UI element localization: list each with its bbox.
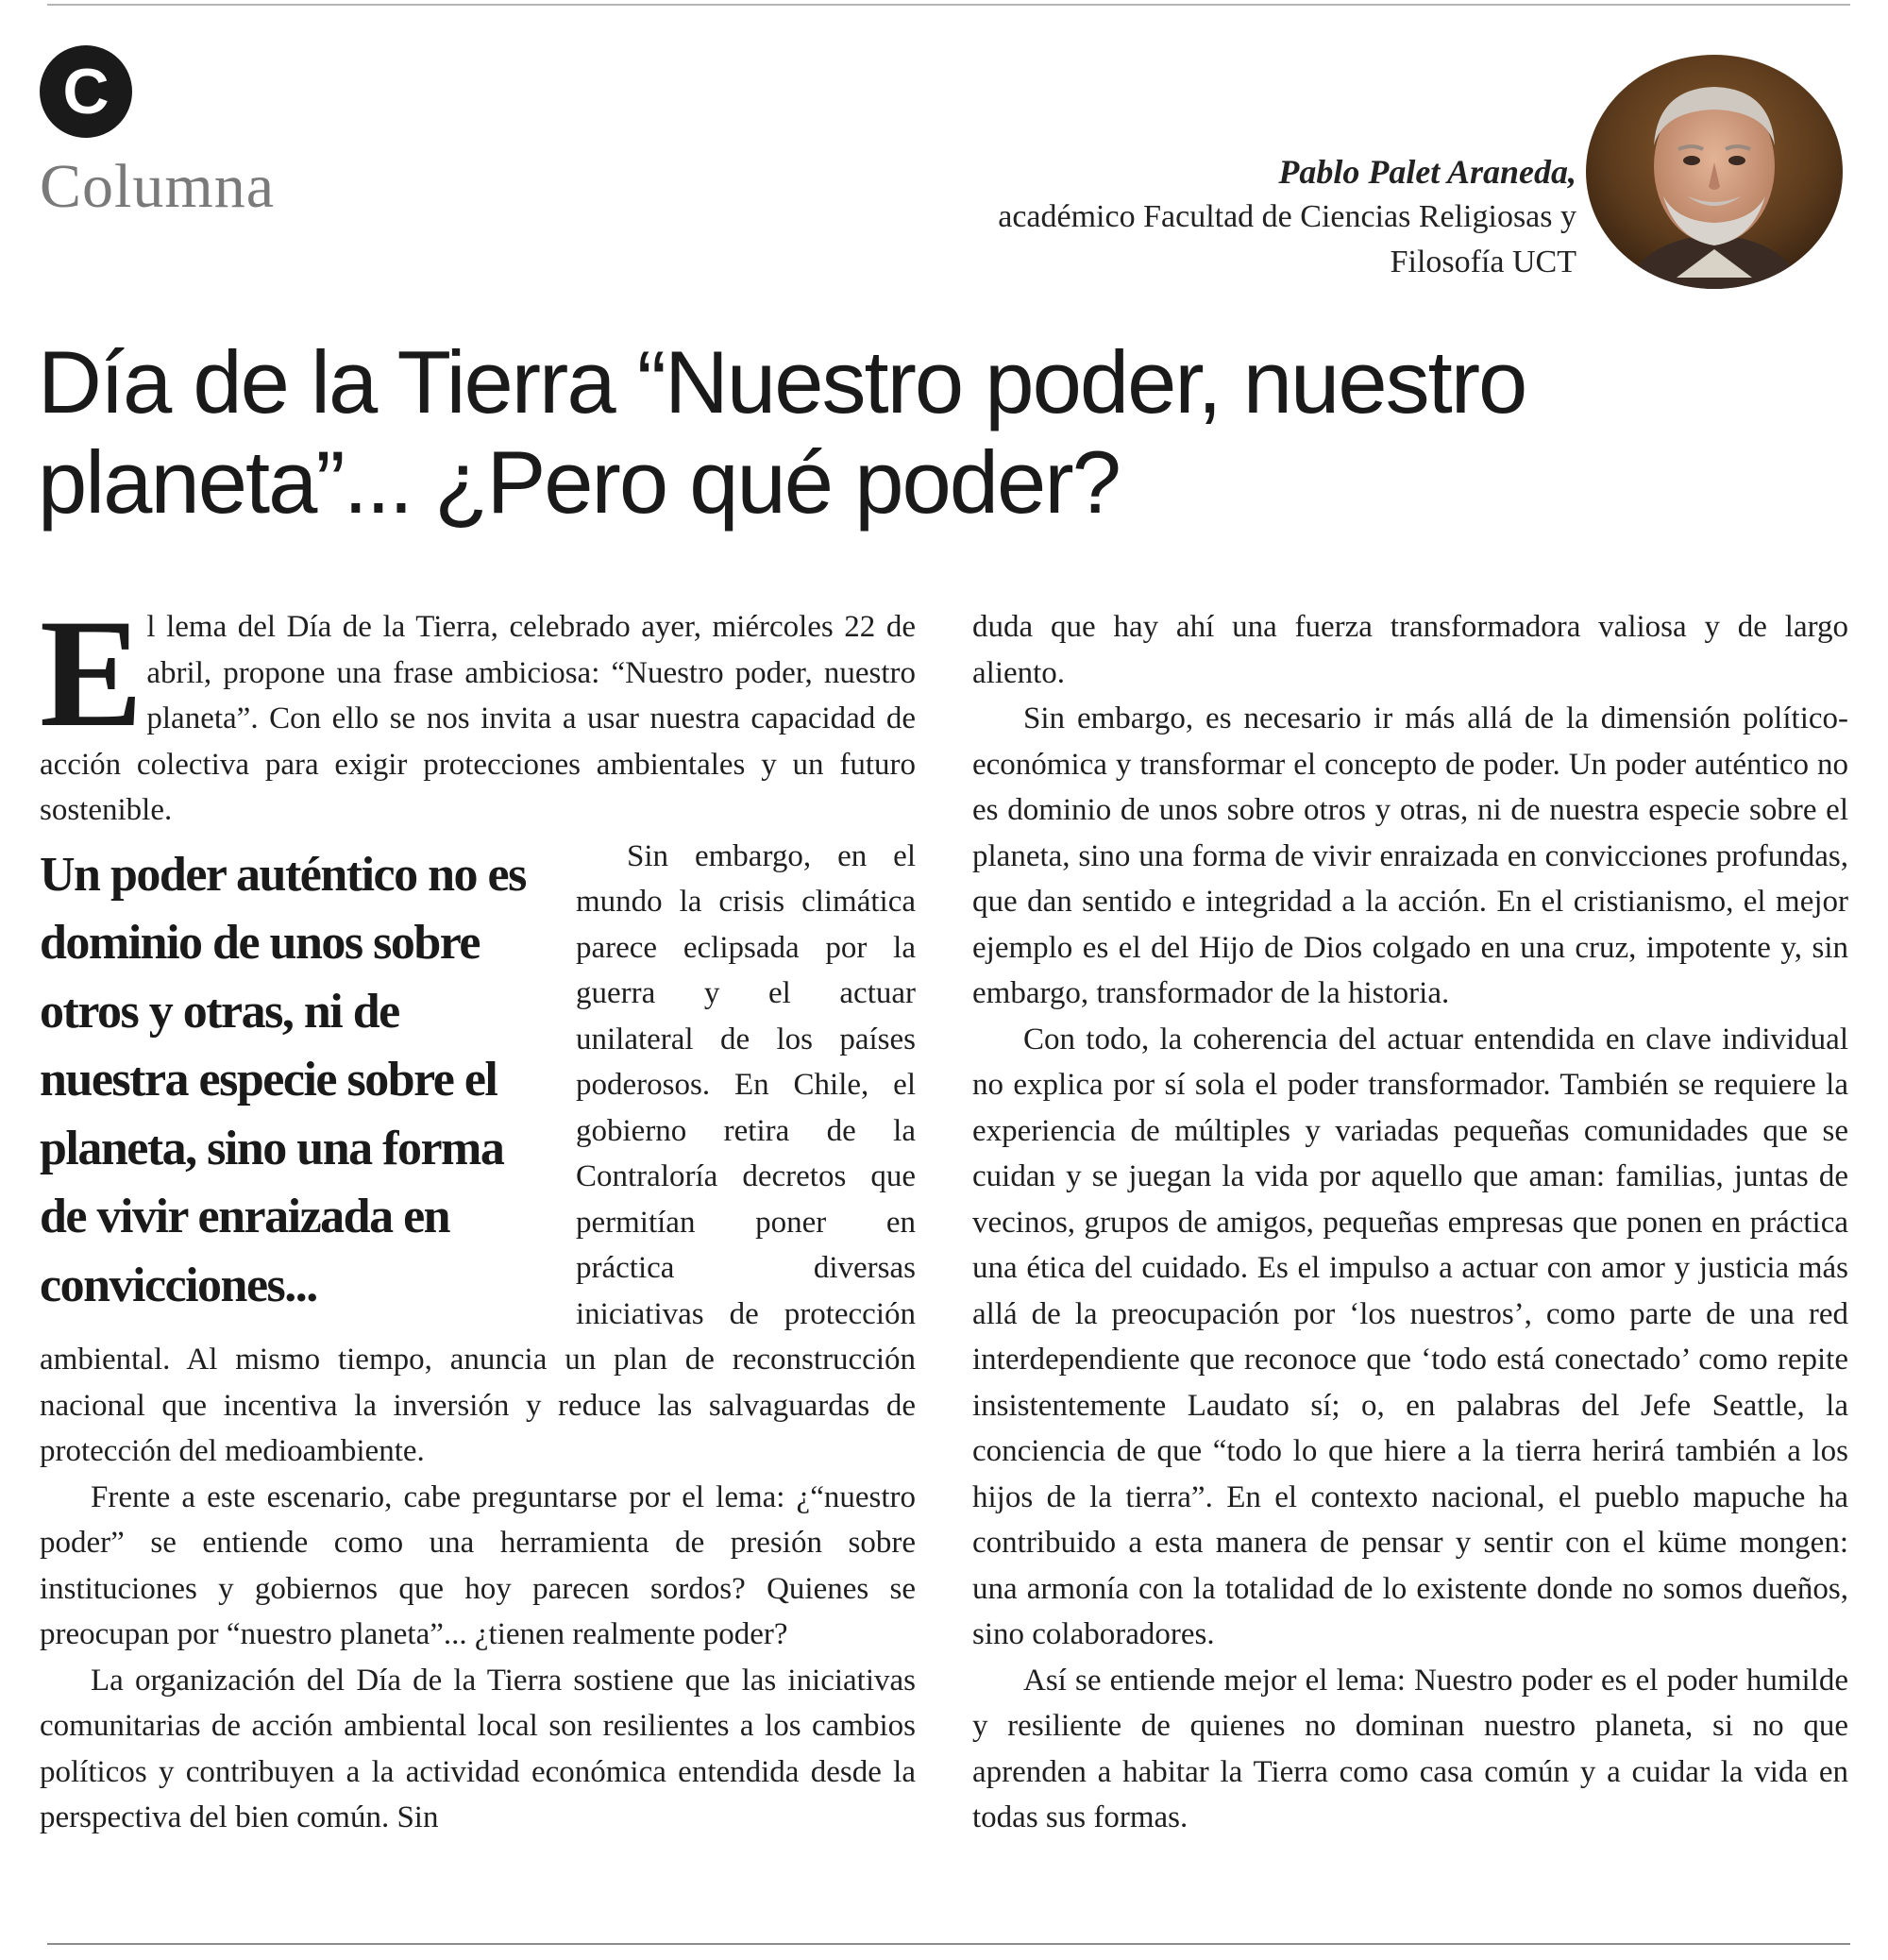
top-rule	[47, 4, 1850, 6]
section-badge: C	[40, 45, 132, 138]
paragraph-6: Sin embargo, es necesario ir más allá de la dimensión político-económica y transformar el concepto de poder. Un poder auténtico no es dominio de unos sobre otros y otras, ni de nuestra especie sobre el planeta, sino una forma de vivir enraizada en convicciones profundas, que dan sentido e integridad a la acción. En el cristianismo, el mejor ejemplo es el del Hijo de Dios colgado en una cruz, impotente y, sin embargo, transformador de la historia.	[972, 701, 1848, 1010]
paragraph-7: Con todo, la coherencia del actuar entendida en clave individual no explica por sí sola el poder transformador. También se requiere la experiencia de múltiples y variadas pequeñas comunidades que se cuidan y se juegan la vida por aquello que aman: familias, juntas de vecinos, grupos de amigos, pequeñas empresas que ponen en práctica una ética del cuidado. Es el impulso a actuar con amor y justicia más allá de la preocupación por ‘los nuestros’, como parte de una red interdependiente que reconoce que ‘todo está conectado’ como repite insistentemente Laudato sí; o, en palabras del Jefe Seattle, la conciencia de que “todo lo que hiere a la tierra herirá también a los hijos de la tierra”. En el contexto nacional, el pueblo mapuche ha contribuido a esta manera de pensar y sentir con el küme mongen: una armonía con la totalidad de lo existente donde no somos dueños, sino colaboradores.	[972, 1022, 1848, 1651]
byline	[998, 149, 1576, 285]
paragraph-2: Sin embargo, en el mundo la crisis climática parece eclipsada por la guerra y el actuar unilateral de los países poderosos. En Chile, el gobierno retira de la Contraloría decretos que permitían poner en práctica diversas iniciativas de protección ambiental. Al mismo tiempo, anuncia un plan de reconstrucción nacional que incentiva la inversión y reduce las salvaguardas de protección del medioambiente.	[40, 838, 916, 1468]
drop-cap: E	[40, 588, 143, 759]
author-name: Pablo Palet Araneda,	[1278, 153, 1576, 191]
article-column-right	[972, 604, 1848, 1841]
paragraph-1	[40, 588, 916, 834]
pull-quote: Un poder auténtico no es dominio de unos sobre otros y otras, ni de nuestra especie sobre el planeta, sino una forma de vivir enraizada en convicciones...	[40, 847, 526, 1312]
author-portrait-image	[1586, 55, 1843, 289]
paragraph-5: duda que hay ahí una fuerza transformadora valiosa y de largo aliento.	[972, 610, 1848, 690]
section-label: Columna	[40, 152, 275, 221]
author-portrait	[1586, 55, 1843, 289]
paragraph-4: La organización del Día de la Tierra sostiene que las iniciativas comunitarias de acción ambiental local son resilientes a los cambios políticos y contribuyen a la actividad económica entendida desde la perspectiva del bien común. Sin	[40, 1663, 916, 1834]
article-column-left	[40, 588, 916, 1841]
author-role-line-2: Filosofía UCT	[1390, 245, 1576, 279]
bottom-rule	[47, 1943, 1850, 1945]
paragraph-1-text: l lema del Día de la Tierra, celebrado ayer, miércoles 22 de abril, propone una frase ambiciosa: “Nuestro poder, nuestro planeta”. Con ello se nos invita a usar nuestra capacidad de acción colectiva para exigir protecciones ambientales y un futuro sostenible.	[40, 610, 916, 827]
author-role-line-1: académico Facultad de Ciencias Religiosas y	[998, 199, 1576, 234]
paragraph-8: Así se entiende mejor el lema: Nuestro poder es el poder humilde y resiliente de quienes no dominan nuestro planeta, si no que aprenden a habitar la Tierra como casa común y a cuidar la vida en todas sus formas.	[972, 1663, 1848, 1834]
paragraph-3: Frente a este escenario, cabe preguntarse por el lema: ¿“nuestro poder” se entiende como una herramienta de presión sobre instituciones y gobiernos que hoy parecen sordos? Quienes se preocupan por “nuestro planeta”... ¿tienen realmente poder?	[40, 1479, 916, 1651]
headline: Día de la Tierra “Nuestro poder, nuestro planeta”... ¿Pero qué poder?	[38, 332, 1526, 532]
